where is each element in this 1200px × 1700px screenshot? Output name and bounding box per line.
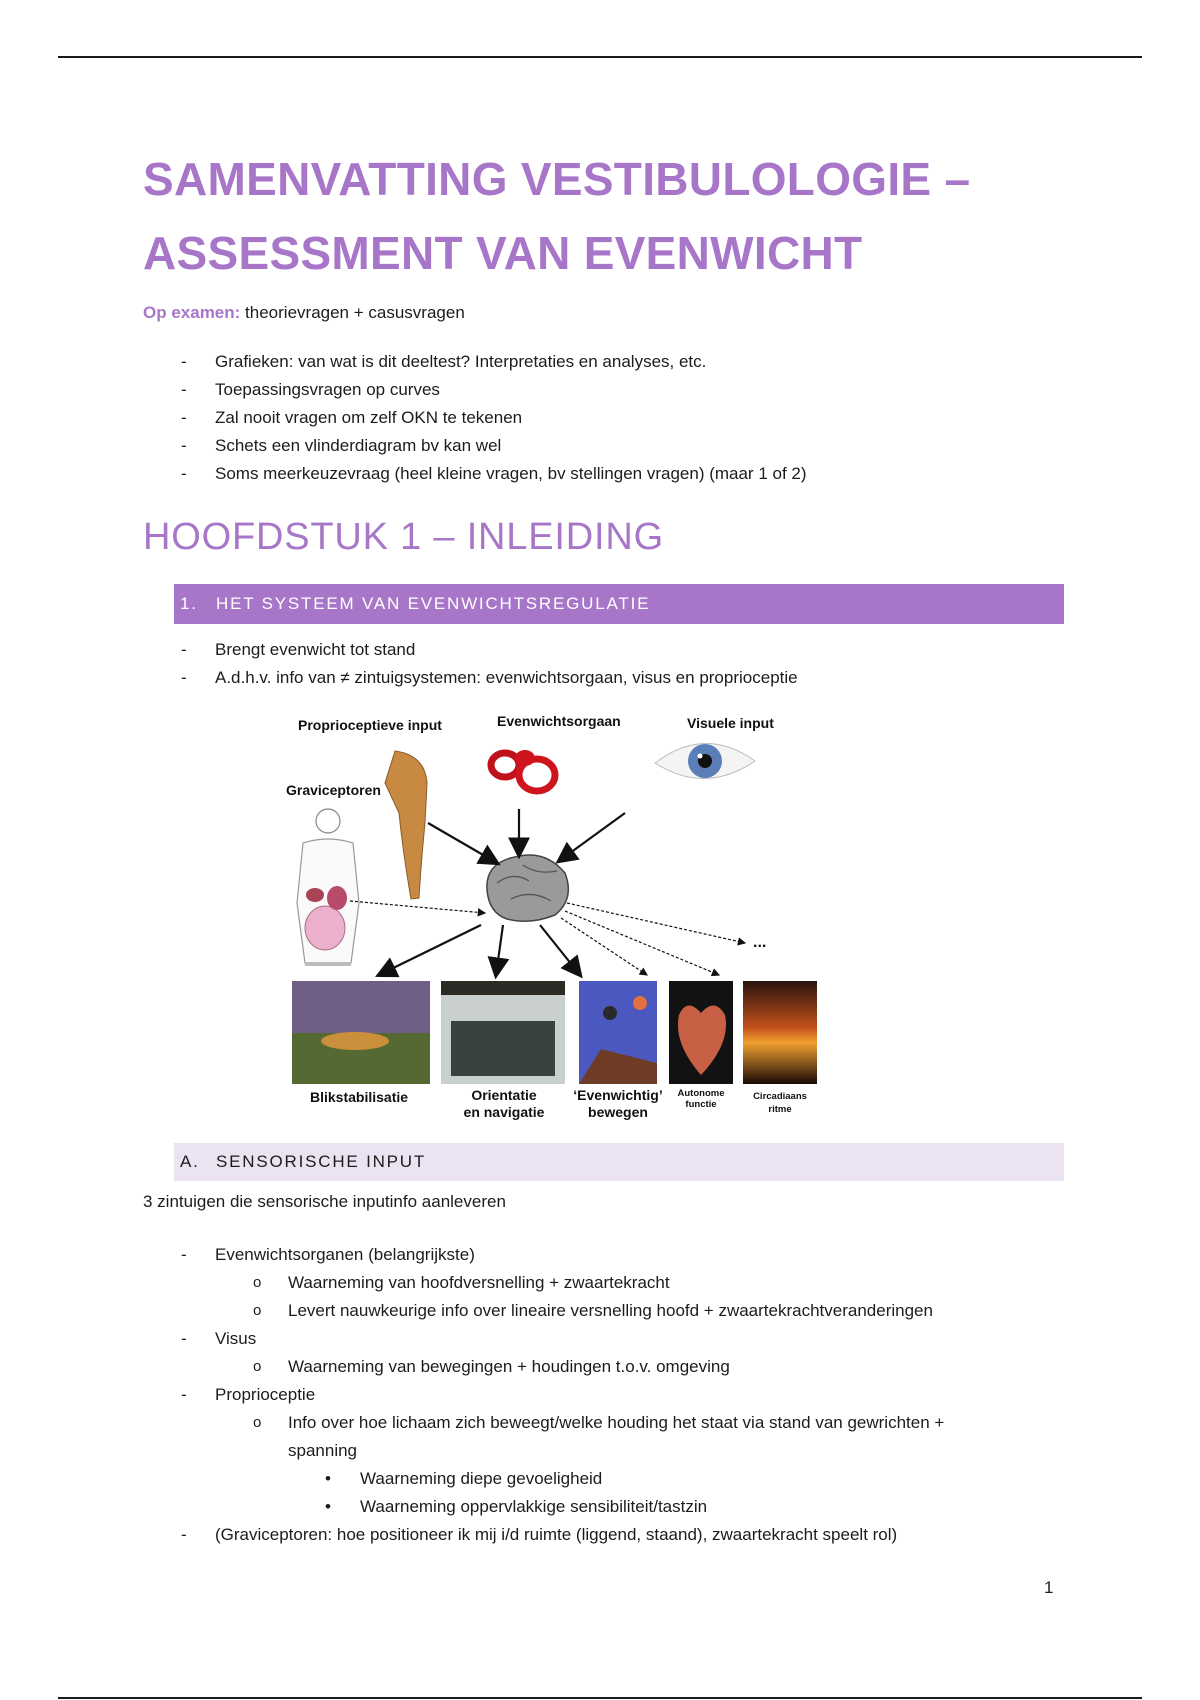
arm-muscle-illustration [385,751,427,899]
brain-illustration [487,855,568,921]
exam-text: theorievragen + casusvragen [245,303,465,322]
list-item: o Levert nauwkeurige info over lineaire versnelling hoofd + zwaartekrachtveranderingen [143,1297,1073,1325]
label-autonomic-2: functie [685,1099,717,1110]
title-line-2: ASSESSMENT VAN EVENWICHT [143,227,863,279]
list-item: - Brengt evenwicht tot stand [143,636,798,664]
section-1-list [143,636,798,692]
section-a-intro: 3 zintuigen die sensorische inputinfo aanleveren [143,1192,506,1211]
photo-sunset [743,981,817,1084]
list-item: - Grafieken: van wat is dit deeltest? Interpretaties en analyses, etc. [143,348,807,376]
photo-child-walking [579,981,657,1084]
chapter-heading: HOOFDSTUK 1 – INLEIDING [143,516,664,558]
list-item: o Waarneming van hoofdversnelling + zwaartekracht [143,1269,1073,1297]
section-1-title: HET SYSTEEM VAN EVENWICHTSREGULATIE [216,594,651,613]
label-visual-input: Visuele input [687,715,774,731]
exam-note [143,303,465,323]
label-autonomic-1: Autonome [677,1088,725,1099]
list-item: - Soms meerkeuzevraag (heel kleine vragen, bv stellingen vragen) (maar 1 of 2) [143,460,807,488]
label-vestibular-organ: Evenwichtsorgaan [497,713,621,729]
photo-cockpit [441,981,565,1084]
list-item: - Toepassingsvragen op curves [143,376,807,404]
page-number: 1 [1044,1578,1054,1597]
list-item [143,1409,1073,1465]
photo-cheetah [292,981,430,1084]
section-a-letter: A. [180,1152,200,1171]
list-item: - (Graviceptoren: hoe positioneer ik mij i/d ruimte (liggend, staand), zwaartekracht speelt rol) [143,1521,1073,1549]
balance-system-figure [275,703,835,1123]
eye-illustration [655,743,755,778]
label-gaze-stabilization: Blikstabilisatie [310,1089,409,1105]
list-item: o Waarneming van bewegingen + houdingen t.o.v. omgeving [143,1353,1073,1381]
section-1-heading [174,584,1064,624]
label-graviceptors: Graviceptoren [286,782,381,798]
section-1-number: 1. [180,594,198,613]
section-a-title: SENSORISCHE INPUT [216,1152,427,1171]
list-item: - Proprioceptie [143,1381,1073,1409]
section-a-heading [174,1143,1064,1181]
arrow-brain-to-movement [540,925,580,975]
label-orientation-1: Orientatie [471,1087,537,1103]
inner-ear-illustration [491,750,555,791]
list-item: - Schets een vlinderdiagram bv kan wel [143,432,807,460]
header-rule [58,56,1142,58]
list-item-line: o Info over hoe lichaam zich beweegt/welke houding het staat via stand van gewrichten + [288,1413,945,1432]
label-circadian-2: ritme [768,1104,792,1115]
list-item: • Waarneming oppervlakkige sensibiliteit/tastzin [143,1493,1073,1521]
document-title [143,142,1043,290]
title-line-1: SAMENVATTING VESTIBULOLOGIE – [143,153,971,205]
arrow-brain-to-circadian [565,911,719,975]
label-circadian-1: Circadiaans [753,1091,807,1102]
list-item-line: spanning [288,1441,358,1460]
sensory-input-list [143,1241,1073,1549]
arrow-brain-to-gaze [379,925,481,975]
arrow-eye-to-brain [559,813,625,861]
list-item: - A.d.h.v. info van ≠ zintuigsystemen: evenwichtsorgaan, visus en proprioceptie [143,664,798,692]
list-item: - Evenwichtsorganen (belangrijkste) [143,1241,1073,1269]
body-organs-illustration [297,809,359,965]
label-orientation-2: en navigatie [463,1104,545,1120]
label-balanced-movement-2: bewegen [588,1104,648,1120]
label-more: ... [753,934,767,951]
exam-label: Op examen: [143,303,241,322]
list-item: - Zal nooit vragen om zelf OKN te tekenen [143,404,807,432]
arrow-proprio-to-brain [428,823,497,863]
arrow-gravi-to-brain [350,901,485,913]
label-balanced-movement-1: ‘Evenwichtig’ [573,1087,663,1103]
list-item: - Visus [143,1325,1073,1353]
label-proprioceptive-input: Proprioceptieve input [298,717,442,733]
list-item: • Waarneming diepe gevoeligheid [143,1465,1073,1493]
photo-heart [669,981,733,1084]
footer-rule [58,1697,1142,1699]
arrow-brain-to-orientation [496,925,503,975]
exam-list [143,348,807,488]
